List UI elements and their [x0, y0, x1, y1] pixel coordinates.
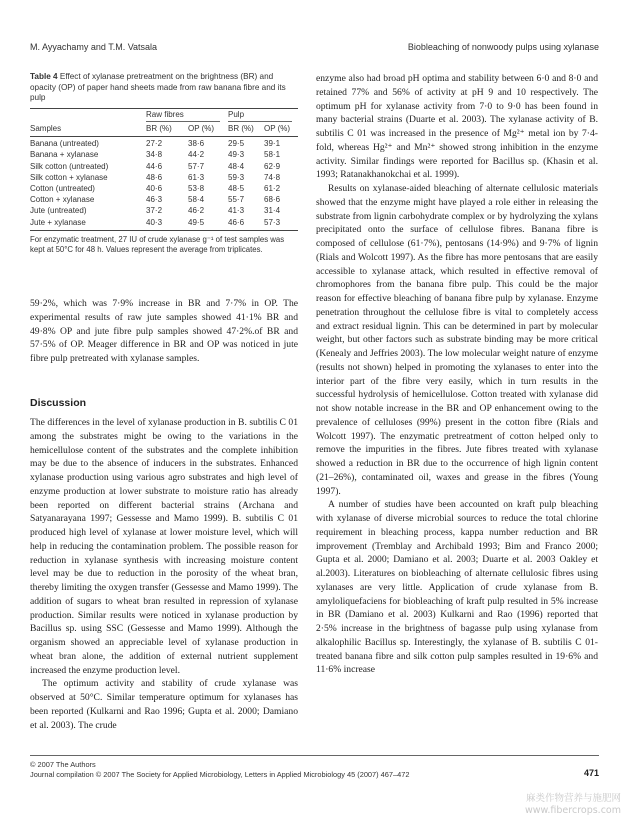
- cell-op-pulp: 39·1: [264, 139, 281, 149]
- table-row: [30, 138, 298, 149]
- cell-br-pulp: 49·3: [228, 150, 245, 160]
- cell-op-fibres: 46·2: [188, 206, 205, 216]
- right-paragraph-2: Results on xylanase-aided bleaching of alternate cellulosic materials showed that the enzyme might have played a role either in releasing the substrate from lignin carbohydrate complex or by hydrolyzing the xylans precipitated onto the surface of cellulose fibres. Banana fibre is composed of cellulose (61·7%), pentosans (14·9%) and 9·7% of lignin (Rials and Wolcott 1997). As the fibre has more pentosans that are easily accessible to xylanase attack, which resulted in effective removal of chromophores from the banana fibre pulp. This could be the major reason for effective bleaching of banana fibre pulp by xylanase. Enzyme penetration throughout the cellulose fibre is vital to completely access and extract residual lignin. This can be determined in part by molecular weight, but other factors such as substrate binding may be more critical (Kenealy and Jeffries 2003). The low molecular weight nature of enzyme (results not shown) helped in promoting the xylanases to enter into the interior part of the fibre very easily, which in turn results in the successful hydrolysis of hemicellulose. Cotton treated with xylanase did not show notable increase in the BR and OP enhancement owing to the prevalence of celluloses (99%) present in the cotton fibre (Rials and Wolcott 1997). The enzymatic pretreatment of cotton helped only to remove the impurities in the fibres. Jute fibres treated with xylanase showed a reduction in BR due to the occurrence of high lignin content (21–26%), contaminated oil, waxes and grease in the fibres (Young 1997).: [316, 183, 598, 497]
- cell-op-pulp: 62·9: [264, 161, 281, 171]
- cell-br-pulp: 41·3: [228, 206, 245, 216]
- cell-op-pulp: 61·2: [264, 184, 281, 193]
- cell-br-pulp: 29·5: [228, 139, 245, 149]
- table-caption-text: Effect of xylanase pretreatment on the brightness (BR) and opacity (OP) of paper hand sheets made from raw banana fibre and its pulp: [30, 72, 286, 103]
- discussion-heading: Discussion: [30, 397, 87, 409]
- cell-op-fibres: 57·7: [188, 161, 205, 171]
- cell-br-fibres: 40·3: [146, 217, 163, 227]
- cell-op-fibres: 49·5: [188, 217, 205, 227]
- discussion-paragraph-2: The optimum activity and stability of crude xylanase was observed at 50°C. Similar temperature optimum for xylanases has been reported (Kulkarni and Rao 1996; Gupta et al. 2000; Damiano et al. 2003). The crude: [30, 678, 298, 731]
- watermark-line-2: www.fibercrops.com: [524, 805, 621, 816]
- cell-op-fibres: 38·6: [188, 139, 205, 149]
- table-caption: [30, 72, 298, 104]
- cell-sample-name: Cotton (untreated): [30, 184, 95, 193]
- right-paragraph-3: A number of studies have been accounted on kraft pulp bleaching with xylanase of diverse microbial sources to reduce the total chlorine requirement in bleaching process, kappa number reduction and BR improvement (Tremblay and Archibald 1993; Bim and Franco 2000; Gupta et al. 2000; Damiano et al. 2003; Duarte et al. 2003 Oakley et al.2003). Literatures on biobleaching of alternate cellulosic fibres using xylanases are very little. Application of crude xylanase from B. amyloliquefaciens for biobleaching of kraft pulp resulted in 5% increase in BR (Damiano et al. 2003) Kulkarni and Rao (1996) reported that 2·5% increase in the brightness of bagasse pulp using xylanase from alkalophilic Bacillus sp. Interestingly, the xylanase of B. subtilis C 01-treated banana fibre and silk cotton pulp samples resulted in 19·6% and 11·6% increase: [316, 499, 598, 676]
- column-header-br-fibres: BR (%): [146, 123, 172, 133]
- table-body: [30, 109, 298, 228]
- footer-journal: Journal compilation © 2007 The Society for Applied Microbiology, Letters in Applied Microbiology 45 (2007) 467–472: [30, 770, 410, 779]
- cell-sample-name: Jute + xylanase: [30, 217, 86, 227]
- cell-br-pulp: 46·6: [228, 217, 245, 227]
- cell-op-fibres: 58·4: [188, 195, 205, 205]
- column-header-samples: Samples: [30, 123, 62, 133]
- table-row: [30, 194, 298, 205]
- cell-op-pulp: 31·4: [264, 206, 281, 216]
- column-header-br-pulp: BR (%): [228, 123, 254, 133]
- table-row: [30, 183, 298, 194]
- table-bottom-rule: [30, 230, 298, 231]
- cell-op-pulp: 68·6: [264, 195, 281, 205]
- paragraph-results-continuation: 59·2%, which was 7·9% increase in BR and 7·7% in OP. The experimental results of raw jute samples showed 41·1% BR and 49·8% OP and jute fibre pulp samples showed 47·2%.of BR and 57·5% of OP. Meager difference in BR and OP was noticed in jute fibre pulp pretreated with xylanase samples.: [30, 298, 298, 364]
- group-header-pulp: Pulp: [228, 109, 245, 119]
- cell-br-pulp: 48·5: [228, 184, 245, 193]
- watermark-line-1: 麻类作物营养与施肥网: [525, 793, 621, 804]
- cell-sample-name: Jute (untreated): [30, 206, 87, 216]
- table-4: [30, 72, 298, 256]
- column-header-op-fibres: OP (%): [188, 123, 215, 133]
- table-row: [30, 172, 298, 183]
- cell-op-fibres: 53·8: [188, 184, 205, 193]
- cell-br-pulp: 59·3: [228, 172, 245, 182]
- running-header-authors: M. Ayyachamy and T.M. Vatsala: [30, 42, 158, 52]
- cell-br-pulp: 55·7: [228, 195, 245, 205]
- cell-op-fibres: 44·2: [188, 150, 205, 160]
- cell-br-fibres: 27·2: [146, 139, 163, 149]
- cell-br-fibres: 37·2: [146, 206, 163, 216]
- cell-br-fibres: 48·6: [146, 172, 163, 182]
- group-header-raw-fibres: Raw fibres: [146, 109, 184, 119]
- running-header-title: Bioblеaching of nonwoody pulps using xylanase: [407, 42, 599, 52]
- table-row: [30, 217, 298, 228]
- cell-sample-name: Banana (untreated): [30, 139, 99, 149]
- left-column-discussion: [30, 416, 298, 732]
- cell-op-pulp: 74·8: [264, 172, 281, 182]
- cell-sample-name: Cotton + xylanase: [30, 195, 95, 205]
- cell-br-pulp: 48·4: [228, 161, 245, 171]
- footer-copyright: © 2007 The Authors: [30, 760, 96, 769]
- cell-sample-name: Silk cotton (untreated): [30, 161, 109, 171]
- cell-br-fibres: 34·8: [146, 150, 163, 160]
- watermark: [525, 793, 621, 817]
- table-row: [30, 205, 298, 216]
- cell-br-fibres: 44·6: [146, 161, 163, 171]
- page-number: 471: [583, 768, 599, 778]
- cell-sample-name: Silk cotton + xylanase: [30, 172, 108, 182]
- left-column-top: [30, 297, 298, 366]
- table-footnote: For enzymatic treatment, 27 IU of crude xylanase g⁻¹ of test samples was kept at 50°C for 48 h. Values represent the average from triplicates.: [30, 234, 285, 255]
- table-row: [30, 161, 298, 172]
- table-caption-label: Table 4: [30, 72, 58, 81]
- cell-br-fibres: 40·6: [146, 184, 163, 193]
- cell-op-fibres: 61·3: [188, 172, 205, 182]
- column-header-op-pulp: OP (%): [264, 123, 291, 133]
- discussion-paragraph-1: The differences in the level of xylanase production in B. subtilis C 01 among the substrates might be owing to the variations in the hemicellulose content of the substrates and the complete inhibition may be due to the absence of inducers in the substrates. Enhanced xylanase production using various agro substrates and high level of enzyme production at lower substrate to moisture ratio has already been reported on different bacterial strains (Archana and Satyanarayana 1997; Gessesse and Mamo 1999). B. subtilis C 01 produced high level of xylanase at lower moisture level, which will help in reducing the contamination problem. The possible reason for reduction in xylanase synthesis with increasing moisture content level may be due to reduction in the porosity of the wheat bran, thereby limiting the oxygen transfer (Gessesse and Mamo 1999). The addition of sugars to wheat bran resulted in repression of xylanase production. Similar results were noticed in xylanase production by Bacillus sp. using SSC (Gessesse and Mamo 1999). Although the organism showed an appreciable level of xylanase production in wheat bran alone, the addition of external nutrient supplement increased the enzyme production level.: [30, 417, 298, 676]
- right-column: [316, 72, 598, 677]
- table-row: [30, 149, 298, 160]
- cell-op-pulp: 58·1: [264, 150, 281, 160]
- right-paragraph-1: enzyme also had broad pH optima and stability between 6·0 and 8·0 and retained 77% and 56% of activity at pH 9 and 10 respectively. The optimum pH for xylanase activity from 7·0 to 9·0 has been found in many bacterial strains (Duarte et al. 2003). The xylanase activity of B. subtilis C 01 was increased in the presence of Mg²⁺ metal ion by 7·4-fold, whereas Hg²⁺ and Mn²⁺ showed strong inhibition in the enzyme activity. Similar findings were reported for Bacillus sp. (Khasin et al. 1993; Ratanakhanokchai et al. 1999).: [316, 73, 598, 181]
- footer-rule: [30, 755, 599, 756]
- cell-op-pulp: 57·3: [264, 217, 281, 227]
- cell-br-fibres: 46·3: [146, 195, 163, 205]
- cell-sample-name: Banana + xylanase: [30, 150, 99, 160]
